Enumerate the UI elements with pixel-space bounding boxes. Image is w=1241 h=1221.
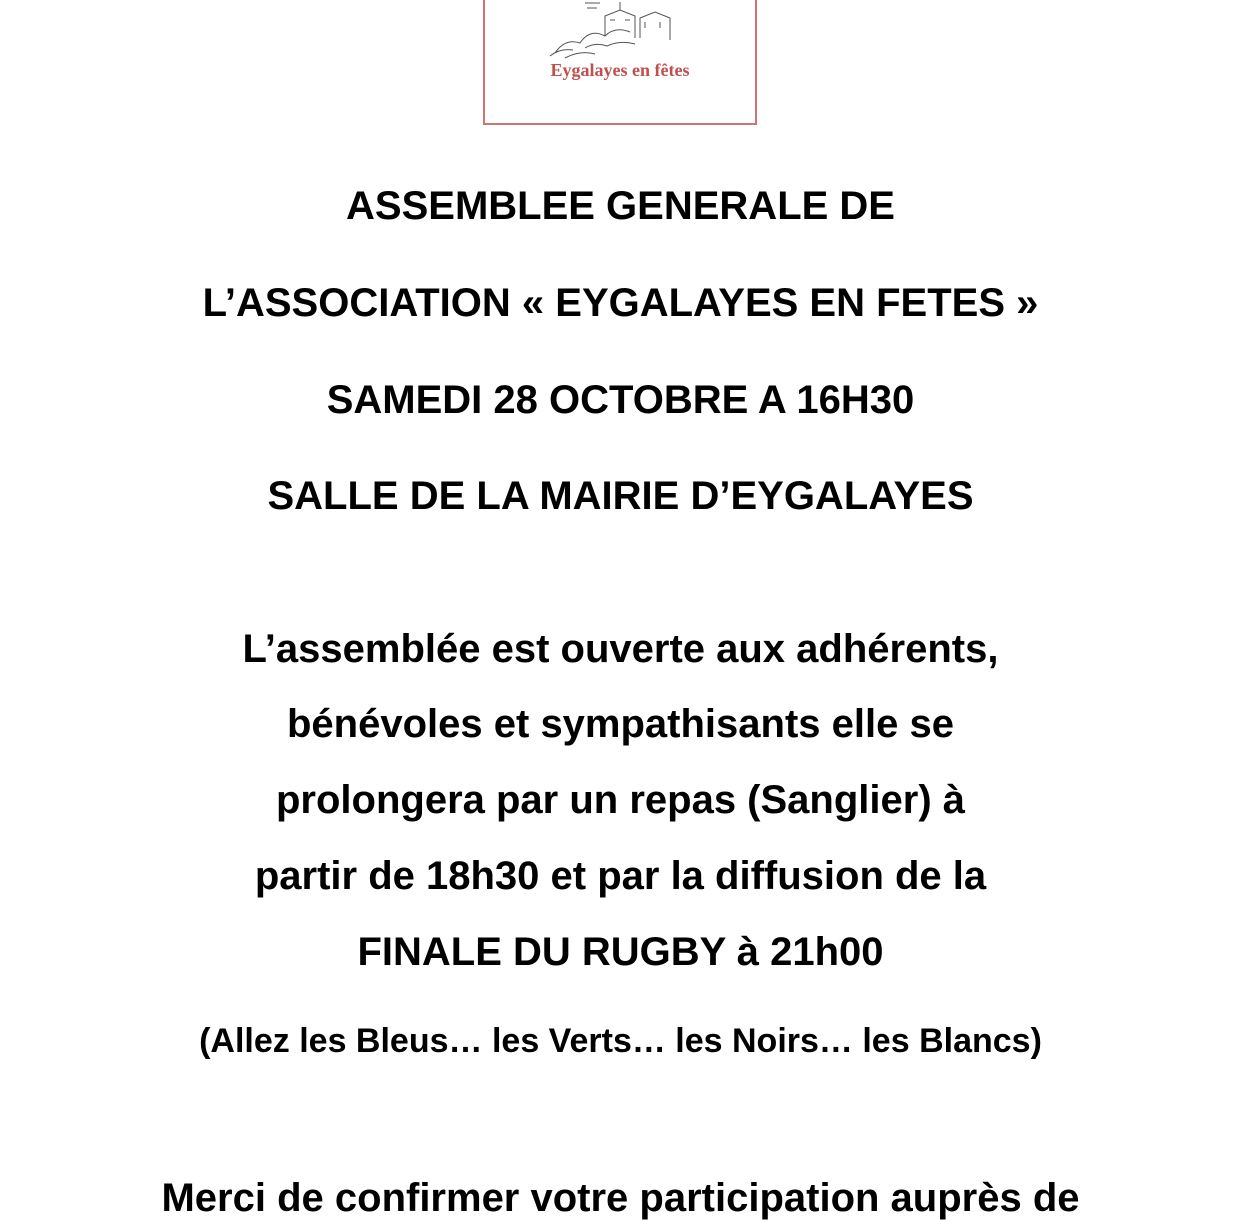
body-line-3: prolongera par un repas (Sanglier) à [275,778,966,822]
body-line-4: partir de 18h30 et par la diffusion de la [254,854,987,898]
heading-line-2: L’ASSOCIATION « EYGALAYES EN FETES » [202,281,1039,325]
body-line-5: FINALE DU RUGBY à 21h00 [357,930,884,974]
heading-line-1: ASSEMBLEE GENERALE DE [346,184,895,228]
logo-text: Eygalayes en fêtes [550,60,690,80]
aside-note: (Allez les Bleus… les Verts… les Noirs… les Blancs) [199,1022,1042,1060]
association-logo [483,0,757,125]
heading-line-4: SALLE DE LA MAIRIE D’EYGALAYES [267,474,974,518]
body-line-2: bénévoles et sympathisants elle se [287,702,954,746]
body-line-1: L’assemblée est ouverte aux adhérents, [242,627,999,671]
heading-line-3: SAMEDI 28 OCTOBRE A 16H30 [326,378,915,422]
village-sketch-icon [545,0,695,60]
footer-partial-line: Merci de confirmer votre participation auprès de [161,1176,1080,1220]
